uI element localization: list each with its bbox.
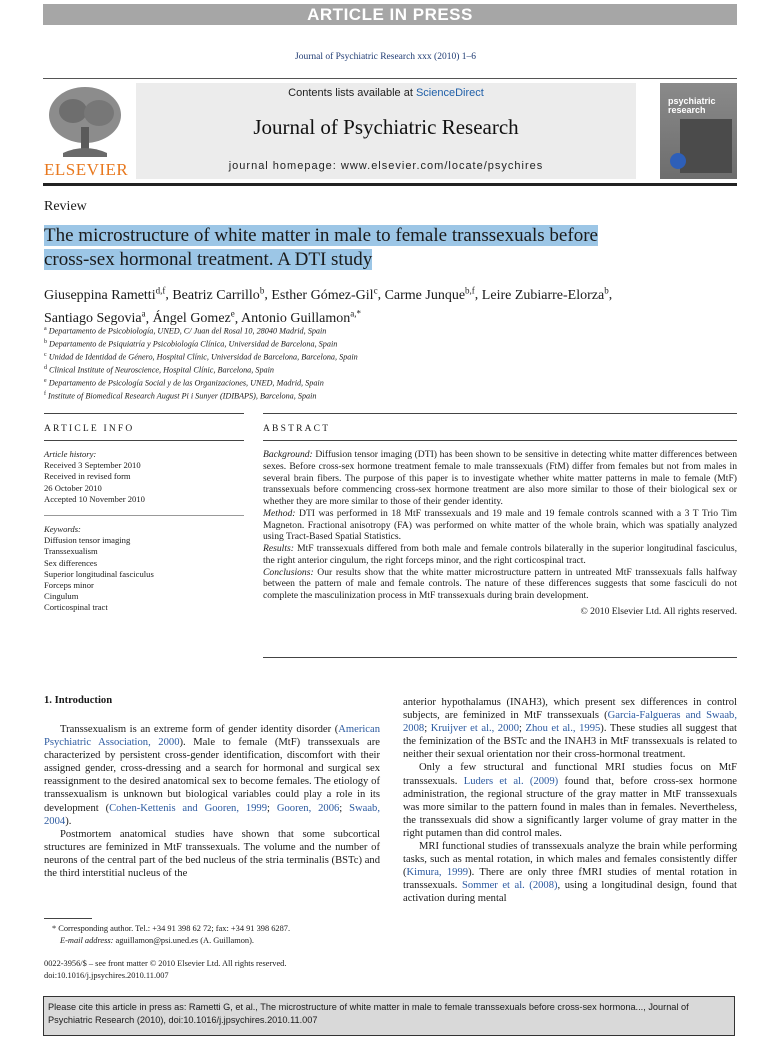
body-paragraph: Postmortem anatomical studies have shown that some subcortical structures are feminized in MtF transsexuals. The volume and the number of neurons of the central part of the bed nucleus of the stria terminalis (BSTc) and the third interstitial nucleus of the (44, 828, 380, 880)
affiliation: $^c$ Unidad de Identidad de Género, Hospital Clínic, Universidad de Barcelona, Barcelona, Spain (44, 351, 358, 362)
footnotes (52, 923, 392, 946)
body-paragraph: anterior hypothalamus (INAH3), which present sex differences in control subjects, are feminized in MtF transsexuals (Garcia-Falgueras and Swaab, 2008; Kruijver et al., 2000; Zhou et al., 1995). These studies all suggest that the feminization of the BSTc and the INAH3 in MtF transsexuals is related to neither their sexual orientation nor their cross-hormonal treatment. (403, 697, 738, 761)
title-line-2: cross-sex hormonal treatment. A DTI study (44, 249, 373, 270)
journal-cover-thumbnail (660, 83, 737, 179)
email-note: E-mail address: aguillamon@psi.uned.es (A. Guillamon). (60, 935, 254, 945)
author[interactable]: Ángel Gomez$^e$ (152, 308, 235, 327)
history-item: Received in revised form (44, 471, 131, 482)
citation-link[interactable]: Sommer et al. (2008) (461, 880, 558, 892)
affiliation: $^f$ Institute of Biomedical Research August Pi i Sunyer (IDIBAPS), Barcelona, Spain (44, 390, 317, 401)
affiliation: $^b$ Departamento de Psiquiatría y Psicobiología Clínica, Universidad de Barcelona, Spain (44, 338, 338, 349)
citation-link[interactable]: Kruijver et al., 2000 (430, 723, 519, 735)
author[interactable]: Giuseppina Rametti$^{d,f}$ (44, 285, 166, 303)
journal-citation-line[interactable]: Journal of Psychiatric Research xxx (2010) 1–6 (295, 52, 476, 62)
cite-this-article-box: Please cite this article in press as: Rametti G, et al., The microstructure of white matter in male to female transsexuals before cross-sex hormona..., Journal of Psychiatric Research (2010), doi:10.1016/j.jpsychires.2010.11.007 (43, 996, 735, 1036)
abstract-heading: ABSTRACT (263, 424, 331, 434)
journal-homepage-link[interactable]: journal homepage: www.elsevier.com/locate/psychires (228, 160, 544, 172)
issn-line: 0022-3956/$ – see front matter © 2010 Elsevier Ltd. All rights reserved. (44, 959, 287, 968)
article-info-panel (44, 449, 234, 614)
journal-name: Journal of Psychiatric Research (253, 115, 519, 139)
author-sep: , (264, 287, 272, 303)
abstract-background: Background: Diffusion tensor imaging (DTI) has been shown to be sensitive in detecting white matter differences between sexes. Before cross-sex hormone treatment female to male transsexuals (FtM) differ from females but not from males in several brain fibers. The purpose of this paper is to investigate whether white matter patterns in male to female (MtF) transsexuals before commencing cross-sex hormone treatment are also more similar to those of their biological sex or whether they are more similar to those of their gender identity. (263, 449, 737, 507)
history-item: 26 October 2010 (44, 482, 102, 493)
body-paragraph: Only a few structural and functional MRI studies focus on MtF transsexuals. Luders et al. (2009) found that, before cross-sex hormone administration, the regional structure of the gray matter in MtF transsexuals was more similar to the pattern found in males than in females. Nevertheless, the transsexuals did show a significantly larger volume of gray matter in the right putamen than did control males. (403, 762, 738, 839)
doi-block (44, 958, 384, 981)
title-line-1: The microstructure of white matter in male to female transsexuals before (44, 225, 598, 246)
abstract-results: Results: MtF transsexuals differed from both male and female controls bilaterally in the superior longitudinal fasciculus, the right anterior cingulum, the right forceps minor, and the right corticospinal tract. (263, 543, 737, 566)
citation-link[interactable]: Cohen-Kettenis and Gooren, 1999 (109, 802, 268, 814)
author-list (44, 281, 744, 328)
history-label: Article history: (44, 449, 97, 459)
history-item: Received 3 September 2010 (44, 460, 141, 471)
article-info-heading: ARTICLE INFO (44, 424, 135, 434)
citation-link[interactable]: Kimura, 1999 (406, 867, 469, 879)
author[interactable]: Santiago Segovia$^a$ (44, 308, 146, 327)
cover-title-line1: psychiatric (668, 96, 716, 106)
masthead-bottom-rule (43, 183, 737, 186)
elsevier-wordmark: ELSEVIER (44, 160, 129, 179)
body-right-column (403, 696, 737, 906)
author-sep: , (145, 311, 153, 327)
masthead-box (136, 83, 636, 179)
keyword: Forceps minor (44, 580, 94, 591)
keyword: Transsexualism (44, 546, 98, 557)
article-title (44, 224, 734, 272)
keyword: Corticospinal tract (44, 602, 108, 613)
cover-badge-icon (670, 153, 686, 169)
abstract-bottom-rule (263, 657, 737, 658)
cover-image (680, 119, 732, 173)
citation-link[interactable]: Zhou et al., 1995 (525, 723, 601, 735)
author-sep: , (608, 287, 613, 303)
footnote-rule (44, 918, 92, 919)
body-paragraph: Transsexualism is an extreme form of gender identity disorder (American Psychiatric Association, 2000). Male to female (MtF) transsexuals are characterized by persistent cross-gender identification, discomfort with their assigned gender, cross-dressing and a search for hormonal and surgical sex reassignment to the desired anatomical sex to become females. The etiology of transsexualism is unknown but biological variables could play a role in its development (Cohen-Kettenis and Gooren, 1999; Gooren, 2006; Swaab, 2004). (44, 724, 380, 827)
author[interactable]: Beatriz Carrillo$^b$ (172, 285, 265, 303)
author[interactable]: Leire Zubiarre-Elorza$^b$ (481, 285, 609, 303)
keyword: Cingulum (44, 591, 79, 602)
body-paragraph: MRI functional studies of transsexuals analyze the brain while performing tasks, such as mental rotation, in which males and females consistently differ (Kimura, 1999). There are only three fMRI studies of mental rotation in transsexuals. Sommer et al. (2008), using a longitudinal design, found that activation during mental (403, 841, 737, 905)
author[interactable]: Antonio Guillamon$^{a,*}$ (241, 308, 362, 327)
author-sep: , (234, 311, 241, 327)
affiliation: $^a$ Departamento de Psicobiología, UNED, C/ Juan del Rosal 10, 28040 Madrid, Spain (44, 326, 327, 336)
keyword: Diffusion tensor imaging (44, 535, 131, 546)
affiliation: $^d$ Clinical Institute of Neuroscience, Hospital Clínic, Barcelona, Spain (44, 364, 275, 375)
author[interactable]: Esther Gómez-Gil$^c$ (271, 285, 378, 303)
abstract-head-rule (263, 440, 737, 441)
abstract-conclusions: Conclusions: Our results show that the white matter microstructure pattern in untreated MtF transsexuals falls halfway between the pattern of male and female controls. The nature of these differences suggests that some fasciculi do not complete the masculinization process in MtF transsexuals during brain development. (263, 566, 737, 601)
abstract-panel (263, 449, 737, 618)
affiliation-list (44, 324, 544, 402)
body-left-column (44, 723, 380, 880)
contents-prefix: Contents lists available at (288, 87, 416, 99)
article-info-top-rule (44, 413, 244, 414)
introduction-heading: 1. Introduction (44, 695, 113, 706)
citation-link[interactable]: Gooren, 2006 (276, 802, 340, 814)
citation-link[interactable]: American Psychiatric Association, 2000 (44, 724, 380, 749)
citation-link[interactable]: Luders et al. (2009) (463, 775, 559, 787)
cover-title (668, 97, 716, 115)
cover-title-line2: research (668, 105, 706, 115)
abstract-copyright: © 2010 Elsevier Ltd. All rights reserved. (580, 605, 737, 617)
author-sep: , (474, 287, 482, 303)
author-sep: , (165, 287, 173, 303)
author-sep: , (377, 287, 385, 303)
email-link[interactable]: aguillamon@psi.uned.es (113, 935, 199, 945)
info-divider (44, 505, 244, 516)
affiliation: $^e$ Departamento de Psicología Social y de las Organizaciones, UNED, Madrid, Spain (44, 377, 324, 388)
abstract-method: Method: DTI was performed in 18 MtF transsexuals and 19 male and 19 female controls scanned with a 3 T Trio Tim Magneton. Fractional anisotropy (FA) was performed on white matter of the whole brain, which was spatially analyzed using Tract-Based Spatial Statistics. (263, 507, 737, 543)
citation-link[interactable]: Swaab, 2004 (44, 802, 380, 827)
sciencedirect-link[interactable]: ScienceDirect (415, 87, 484, 99)
citation-link[interactable]: Garcia-Falgueras and Swaab, 2008 (403, 710, 737, 735)
keywords-label: Keywords: (44, 524, 81, 535)
article-type: Review (44, 199, 87, 214)
article-in-press-banner: ARTICLE IN PRESS (43, 4, 737, 25)
keyword: Superior longitudinal fasciculus (44, 568, 154, 579)
masthead-top-rule (43, 78, 737, 79)
doi-link[interactable]: doi:10.1016/j.jpsychires.2010.11.007 (44, 970, 169, 980)
contents-availability (136, 87, 636, 99)
corresponding-author-note: * Corresponding author. Tel.: +34 91 398 62 72; fax: +34 91 398 6287. (52, 924, 291, 933)
abstract-top-rule (263, 413, 737, 414)
article-info-head-rule (44, 440, 244, 441)
author[interactable]: Carme Junque$^{b,f}$ (384, 285, 475, 303)
history-item: Accepted 10 November 2010 (44, 493, 145, 504)
keyword: Sex differences (44, 557, 98, 568)
